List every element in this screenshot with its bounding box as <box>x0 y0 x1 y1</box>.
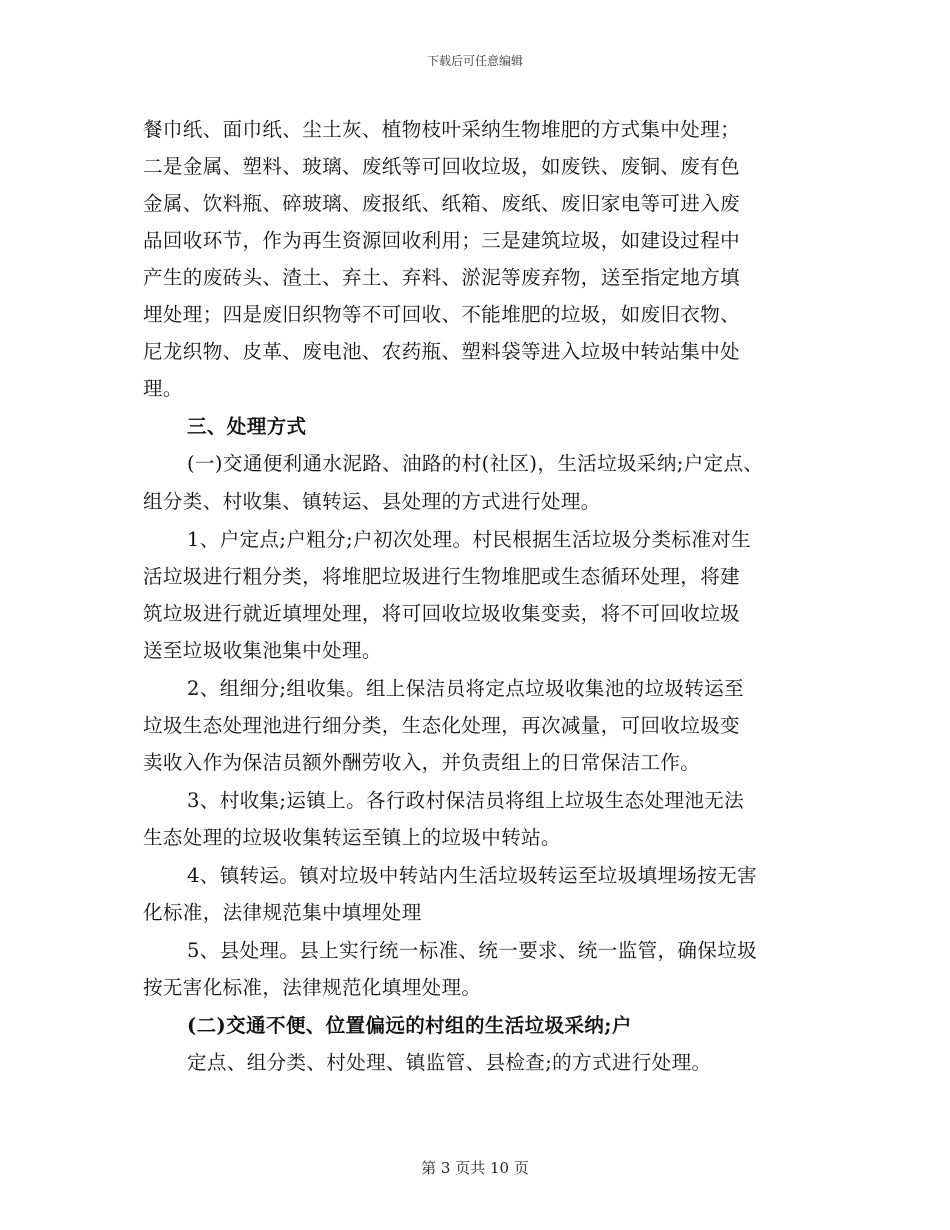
body-line: 产生的废砖头、渣土、弃土、弃料、淤泥等废弃物，送至指定地方填 <box>143 266 741 289</box>
body-line: 尼龙织物、皮革、废电池、农药瓶、塑料袋等进入垃圾中转站集中处 <box>143 340 741 363</box>
body-line: (一)交通便利通水泥路、油路的村(社区)，生活垃圾采纳;户定点、 <box>187 452 764 475</box>
body-line: 卖收入作为保洁员额外酬劳收入，并负责组上的日常保洁工作。 <box>143 751 701 774</box>
body-line: 送至垃圾收集池集中处理。 <box>143 639 382 662</box>
body-line: 理。 <box>143 377 183 400</box>
body-line: 2、组细分;组收集。组上保洁员将定点垃圾收集池的垃圾转运至 <box>187 677 745 700</box>
body-line: 二是金属、塑料、玻璃、废纸等可回收垃圾，如废铁、废铜、废有色 <box>143 155 741 178</box>
body-line: 筑垃圾进行就近填埋处理，将可回收垃圾收集变卖，将不可回收垃圾 <box>143 602 741 625</box>
body-line: 定点、组分类、村处理、镇监管、县检查;的方式进行处理。 <box>187 1051 712 1074</box>
body-line: 组分类、村收集、镇转运、县处理的方式进行处理。 <box>143 490 601 513</box>
body-line: 3、村收集;运镇上。各行政村保洁员将组上垃圾生态处理池无法 <box>187 789 745 812</box>
body-line: 4、镇转运。镇对垃圾中转站内生活垃圾转运至垃圾填埋场按无害 <box>187 864 758 887</box>
body-line: 埋处理；四是废旧织物等不可回收、不能堆肥的垃圾，如废旧衣物、 <box>143 303 741 326</box>
subsection-heading: (二)交通不便、位置偏远的村组的生活垃圾采纳;户 <box>187 1014 632 1037</box>
body-line: 生态处理的垃圾收集转运至镇上的垃圾中转站。 <box>143 826 561 849</box>
body-line: 餐巾纸、面巾纸、尘土灰、植物枝叶采纳生物堆肥的方式集中处理； <box>143 118 741 141</box>
body-line: 1、户定点;户粗分;户初次处理。村民根据生活垃圾分类标准对生 <box>187 528 752 551</box>
body-line: 垃圾生态处理池进行细分类，生态化处理，再次减量，可回收垃圾变 <box>143 714 741 737</box>
body-line: 品回收环节，作为再生资源回收利用；三是建筑垃圾，如建设过程中 <box>143 229 741 252</box>
section-heading: 三、处理方式 <box>187 415 307 438</box>
page-header: 下载后可任意编辑 <box>426 54 523 68</box>
body-line: 化标准，法律规范集中填埋处理 <box>143 901 422 924</box>
body-line: 按无害化标准，法律规范化填埋处理。 <box>143 976 482 999</box>
body-line: 5、县处理。县上实行统一标准、统一要求、统一监管，确保垃圾 <box>187 939 758 962</box>
page-footer: 第 3 页共 10 页 <box>421 1159 529 1177</box>
body-line: 活垃圾进行粗分类，将堆肥垃圾进行生物堆肥或生态循环处理，将建 <box>143 565 741 588</box>
body-line: 金属、饮料瓶、碎玻璃、废报纸、纸箱、废纸、废旧家电等可进入废 <box>143 192 741 215</box>
